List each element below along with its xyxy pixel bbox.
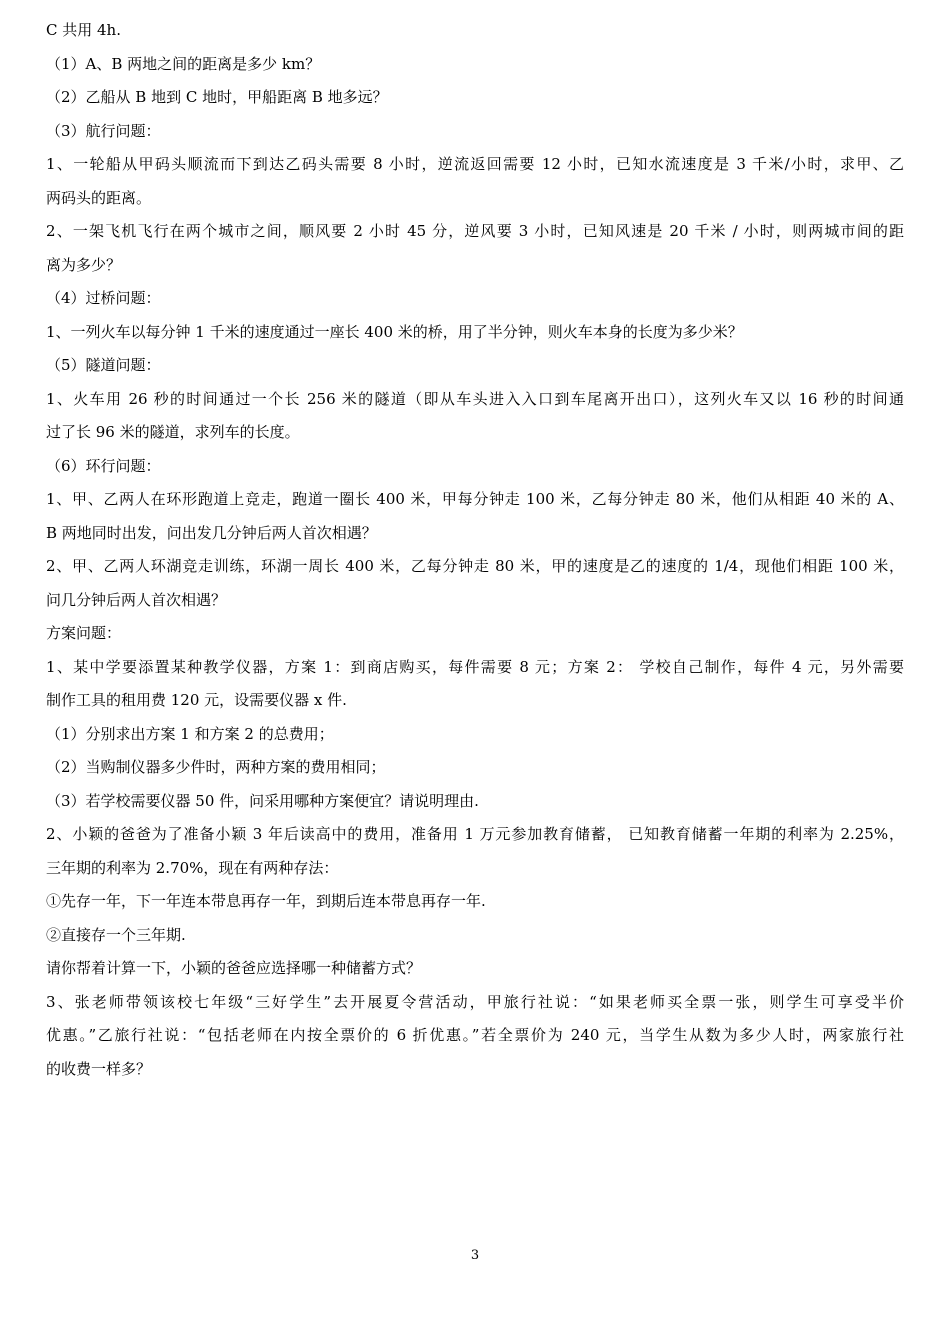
question-line: （2）乙船从 B 地到 C 地时，甲船距离 B 地多远？ — [46, 88, 388, 106]
problem-line: 制作工具的租用费 120 元，设需要仪器 x 件. — [46, 691, 347, 709]
problem-line: 1、一列火车以每分钟 1 千米的速度通过一座长 400 米的桥，用了半分钟，则火车本身的长度为多少米？ — [46, 322, 743, 341]
question-line: （1）分别求出方案 1 和方案 2 的总费用； — [46, 724, 334, 743]
problem-line: 两码头的距离。 — [46, 188, 152, 207]
problem-line: 2、甲、乙两人环湖竞走训练，环湖一周长 400 米，乙每分钟走 80 米，甲的速度是乙的速度的 1/4，现他们相距 100 米， — [46, 557, 904, 575]
problem-line: 问几分钟后两人首次相遇？ — [46, 590, 227, 609]
problem-line: 2、一架飞机飞行在两个城市之间，顺风要 2 小时 45 分，逆风要 3 小时，已知风速是 20 千米 / 小时，则两城市间的距 — [46, 222, 904, 240]
problem-line: 1、某中学要添置某种教学仪器，方案 1：到商店购买，每件需要 8 元；方案 2： 学校自己制作，每件 4 元，另外需要 — [46, 657, 904, 676]
problem-line: 过了长 96 米的隧道，求列车的长度。 — [46, 423, 300, 441]
option-line: ②直接存一个三年期. — [46, 925, 186, 944]
question-line: （3）若学校需要仪器 50 件，问采用哪种方案便宜？请说明理由. — [46, 791, 479, 810]
problem-line: 1、甲、乙两人在环形跑道上竞走，跑道一圈长 400 米，甲每分钟走 100 米，乙每分钟走 80 米，他们从相距 40 米的 A、 — [46, 490, 904, 508]
problem-line: 3、张老师带领该校七年级“三好学生”去开展夏令营活动，甲旅行社说：“如果老师买全票一张，则学生可享受半价 — [46, 992, 904, 1011]
problem-line: 请你帮着计算一下，小颖的爸爸应选择哪一种储蓄方式？ — [46, 959, 422, 977]
problem-line: B 两地同时出发，问出发几分钟后两人首次相遇？ — [46, 523, 377, 542]
question-line: （2）当购制仪器多少件时，两种方案的费用相同； — [46, 758, 386, 776]
option-line: ①先存一年，下一年连本带息再存一年，到期后连本带息再存一年. — [46, 892, 486, 910]
problem-line: 1、火车用 26 秒的时间通过一个长 256 米的隧道（即从车头进入入口到车尾离开出口），这列火车又以 16 秒的时间通 — [46, 389, 904, 408]
question-line: （1）A、B 两地之间的距离是多少 km？ — [46, 54, 321, 73]
section-heading: （4）过桥问题： — [46, 289, 161, 307]
problem-line: 1、一轮船从甲码头顺流而下到达乙码头需要 8 小时，逆流返回需要 12 小时，已知水流速度是 3 千米/小时，求甲、乙 — [46, 155, 904, 173]
problem-line: 2、小颖的爸爸为了准备小颖 3 年后读高中的费用，准备用 1 万元参加教育储蓄， 已知教育储蓄一年期的利率为 2.25%， — [46, 825, 904, 843]
problem-line: 优惠。”乙旅行社说：“包括老师在内按全票价的 6 折优惠。”若全票价为 240 元，当学生从数为多少人时，两家旅行社 — [46, 1026, 904, 1044]
section-heading: （5）隧道问题： — [46, 356, 161, 374]
problem-line: 三年期的利率为 2.70%，现在有两种存法： — [46, 858, 339, 877]
section-heading: （3）航行问题： — [46, 121, 161, 140]
text-line: C 共用 4h. — [46, 21, 121, 39]
problem-line: 离为多少？ — [46, 255, 122, 274]
page-number: 3 — [470, 1248, 480, 1263]
problem-line: 的收费一样多？ — [46, 1059, 152, 1078]
section-heading: （6）环行问题： — [46, 456, 161, 475]
section-heading: 方案问题： — [46, 624, 122, 642]
document-body — [46, 14, 904, 1086]
